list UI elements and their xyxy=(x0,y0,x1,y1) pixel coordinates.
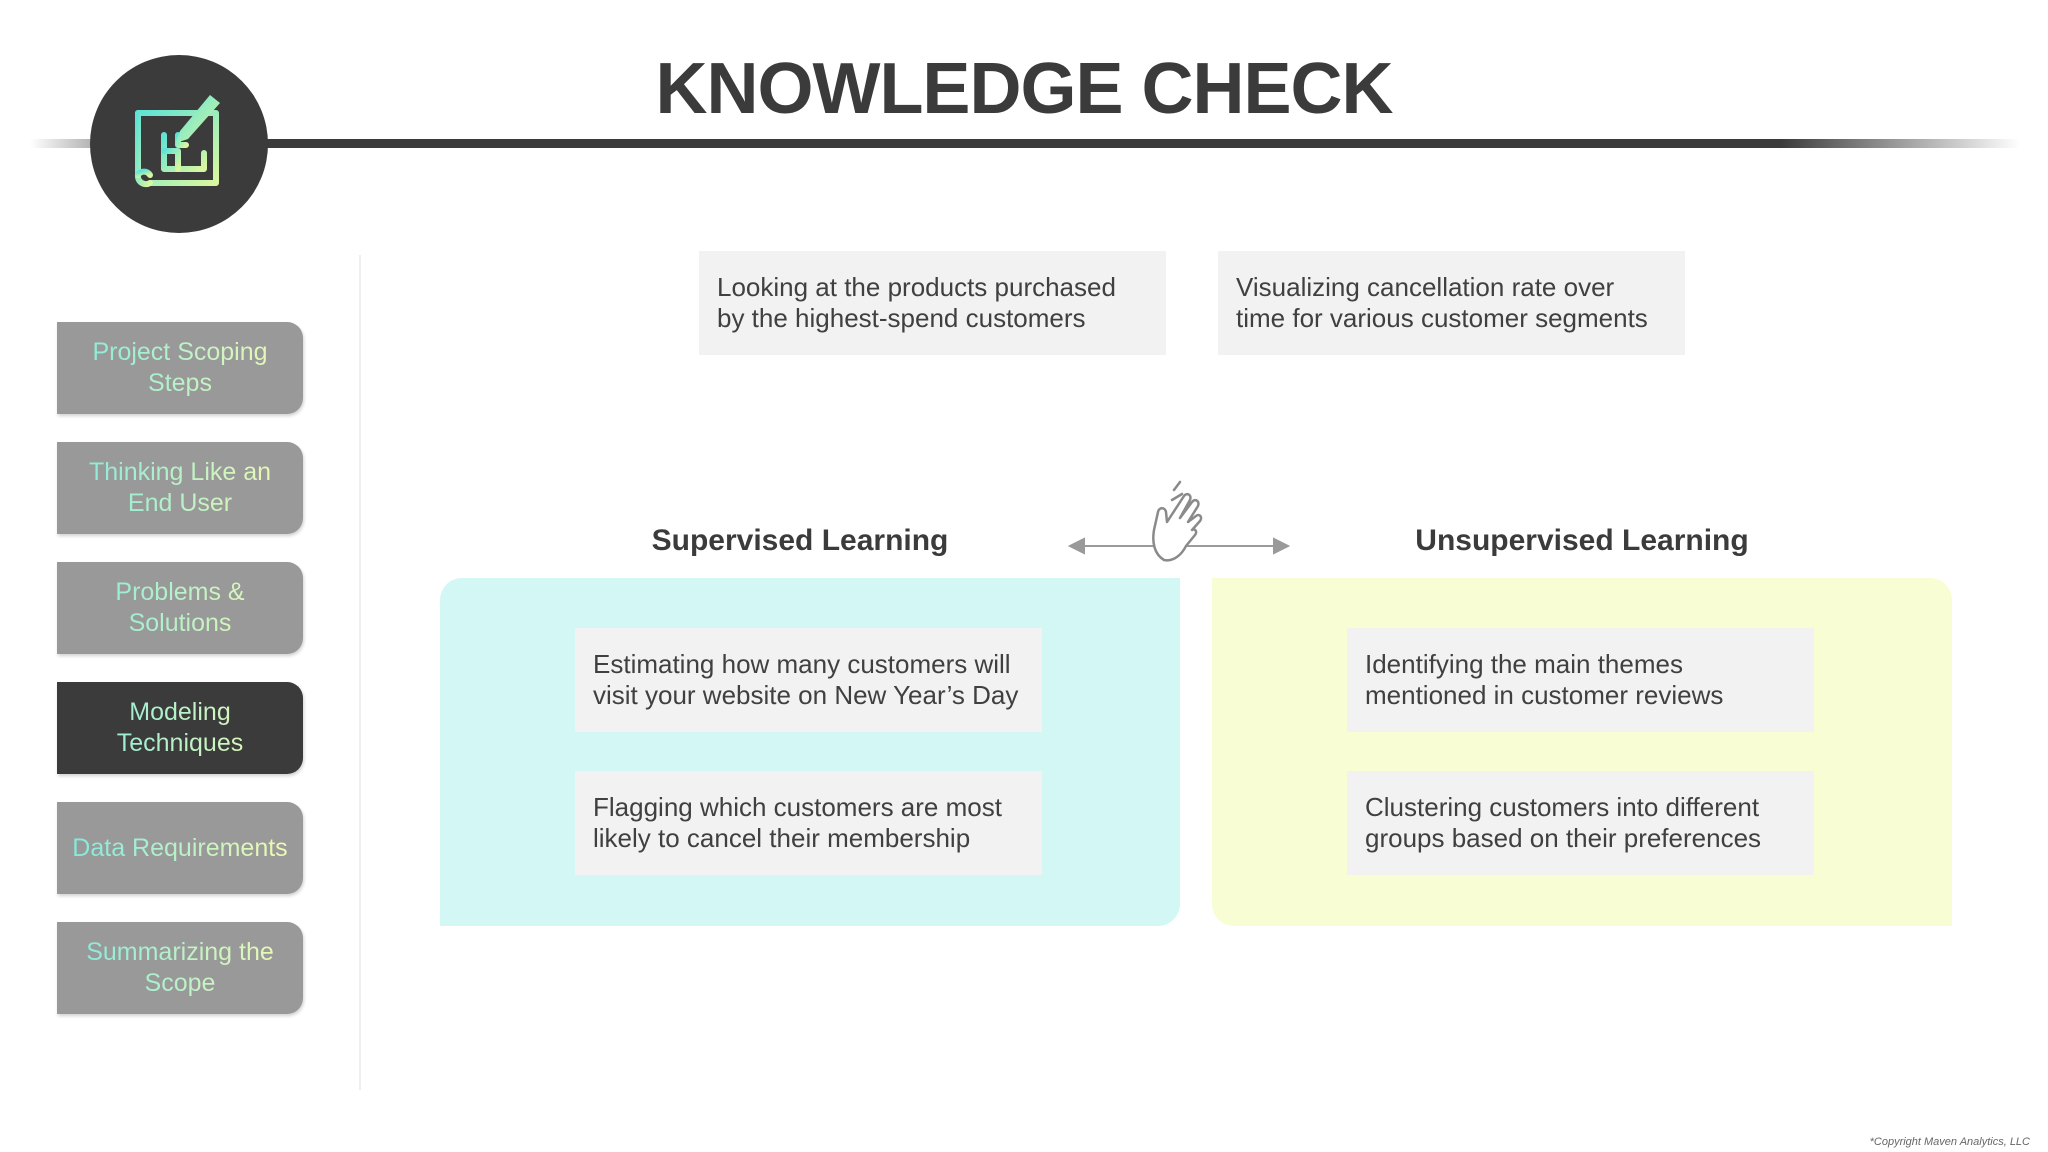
unsupervised-learning-heading: Unsupervised Learning xyxy=(1415,524,1749,557)
drag-hand-icon xyxy=(1153,482,1201,560)
sidebar-item-modeling-techniques[interactable] xyxy=(57,682,303,774)
sidebar-item-label: Data Requirements xyxy=(62,833,297,864)
copyright-notice: *Copyright Maven Analytics, LLC xyxy=(1869,1136,2030,1148)
sidebar-item-summarizing-the-scope[interactable] xyxy=(57,922,303,1014)
supervised-learning-heading: Supervised Learning xyxy=(651,524,949,557)
sidebar-divider xyxy=(359,255,361,1090)
draggable-card[interactable]: Visualizing cancellation rate over time for various customer segments xyxy=(1218,251,1685,355)
sidebar-item-label: Thinking Like an End User xyxy=(57,457,303,519)
blueprint-pencil-icon xyxy=(124,89,234,199)
sidebar-item-label: Summarizing the Scope xyxy=(57,937,303,999)
sidebar-item-data-requirements[interactable] xyxy=(57,802,303,894)
draggable-card[interactable]: Estimating how many customers will visit your website on New Year’s Day xyxy=(575,628,1042,732)
sidebar-item-thinking-like-an-end-user[interactable] xyxy=(57,442,303,534)
draggable-card[interactable]: Clustering customers into different groups based on their preferences xyxy=(1347,771,1814,875)
draggable-card[interactable]: Identifying the main themes mentioned in customer reviews xyxy=(1347,628,1814,732)
draggable-card[interactable]: Looking at the products purchased by the highest-spend customers xyxy=(699,251,1166,355)
page-title: KNOWLEDGE CHECK xyxy=(655,49,1393,129)
sidebar-item-label: Modeling Techniques xyxy=(57,697,303,759)
sidebar-item-label: Problems & Solutions xyxy=(57,577,303,639)
sidebar-item-problems-solutions[interactable] xyxy=(57,562,303,654)
section-logo xyxy=(90,55,268,233)
draggable-card[interactable]: Flagging which customers are most likely to cancel their membership xyxy=(575,771,1042,875)
drag-hint xyxy=(1068,470,1290,566)
title-underline xyxy=(30,139,2020,148)
sidebar-item-label: Project Scoping Steps xyxy=(57,337,303,399)
sidebar-item-project-scoping-steps[interactable] xyxy=(57,322,303,414)
